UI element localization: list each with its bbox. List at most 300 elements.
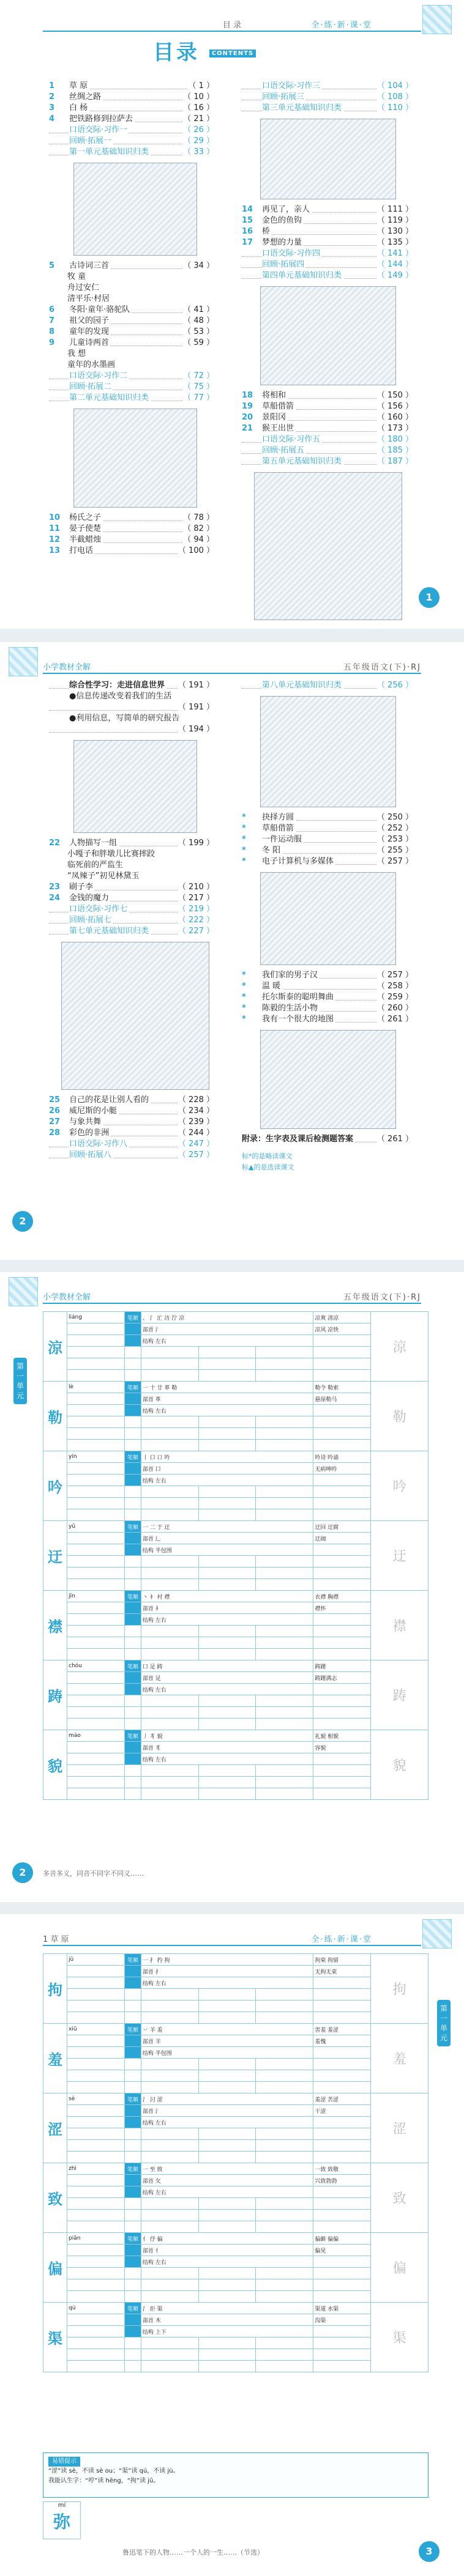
- pinyin-cell: yū: [67, 1521, 125, 1533]
- blank-cell: [313, 1544, 371, 1556]
- blank-cell: [313, 2279, 371, 2291]
- blank-cell: [256, 2279, 313, 2291]
- table-row: [43, 1989, 428, 2000]
- toc-entry[interactable]: [49, 338, 214, 349]
- toc-entry-page: （ 78 ）: [183, 513, 214, 522]
- blank-cell: [313, 2047, 371, 2059]
- blank-cell: [124, 2070, 141, 2082]
- blank-cell: [141, 1695, 198, 1707]
- blank-cell: [198, 1556, 256, 1567]
- table-row: [43, 1707, 428, 1719]
- phrase-cell: 襟怀: [313, 1602, 371, 1614]
- radical-cell: 部首 氵: [141, 1323, 313, 1335]
- toc-entry[interactable]: [49, 294, 214, 305]
- toc-entry[interactable]: [49, 838, 214, 849]
- blank-cell: [124, 1695, 141, 1707]
- toc-entry-title: 童年的水墨画: [49, 360, 117, 371]
- blank-cell: [313, 1498, 371, 1509]
- blank-cell: [198, 2349, 256, 2361]
- toc-entry-page: （ 257 ）: [376, 857, 413, 866]
- toc-entry[interactable]: [49, 871, 214, 882]
- toc-entry-number: 24: [49, 893, 69, 904]
- blank-cell: [124, 1649, 141, 1660]
- note-extra: 我能认生字：“哼”读 hēng，“拘”读 jū。: [48, 2478, 160, 2484]
- toc-entry[interactable]: [242, 248, 413, 259]
- header-series-text: 全·练·新·课·堂: [311, 1935, 372, 1944]
- structure-cell: 结构 左右: [141, 1753, 313, 1765]
- blank-cell: [313, 1788, 371, 1800]
- blank-cell: [67, 2326, 125, 2337]
- toc-title-sub: CONTENTS: [209, 50, 256, 57]
- toc-entry-page: （ 194 ）: [178, 725, 214, 734]
- toc-entry-title: 小嘎子和胖墩儿比赛摔跤: [49, 849, 157, 860]
- blank-cell: [67, 2210, 125, 2221]
- blank-cell: [256, 1358, 313, 1370]
- stroke-label: 笔顺: [124, 2024, 141, 2035]
- toc-entry-title: 金色的鱼钩: [262, 215, 304, 226]
- note-box: [43, 2452, 428, 2498]
- blank-cell: [198, 2082, 256, 2093]
- blank-cell: [124, 2198, 141, 2210]
- blank-cell: [313, 1405, 371, 1416]
- toc-entry-title: 古诗词三首: [69, 261, 111, 272]
- toc-entry-page: （ 160 ）: [376, 413, 413, 422]
- toc-entry[interactable]: [49, 316, 214, 327]
- toc-entry[interactable]: [49, 1150, 214, 1161]
- blank-cell: [313, 2140, 371, 2152]
- phrase-cell: 踌躇满志: [313, 1672, 371, 1684]
- toc-entry-title: 第八单元基础知识归类: [262, 680, 343, 691]
- toc-entry-title: 人物描写一组: [69, 838, 119, 849]
- blank-cell: [124, 1788, 141, 1800]
- toc-entry[interactable]: [49, 114, 214, 125]
- blank-cell: [67, 2128, 125, 2140]
- toc-entry-title: 口语交际·习作七: [69, 904, 129, 915]
- toc-entry-title: 温 暖: [262, 981, 282, 992]
- stroke-order-cell: 一 二 于 迂: [141, 1521, 313, 1533]
- word-cell: 拘束 拘留: [313, 1954, 371, 1966]
- toc-entry[interactable]: [49, 849, 214, 860]
- unit-side-tab: 第一单元: [437, 2000, 451, 2046]
- stroke-label: 笔顺: [124, 1660, 141, 1672]
- blank-cell: [313, 1777, 371, 1788]
- toc-entry-page: （ 111 ）: [376, 205, 413, 214]
- blank-cell: [67, 1358, 125, 1370]
- toc-entry[interactable]: [49, 926, 214, 937]
- toc-entry-title: 半截蜡烛: [69, 535, 103, 546]
- toc-entry-title: 陈毅的生活小物: [262, 1003, 320, 1014]
- blank-cell: [313, 1440, 371, 1451]
- table-row: [43, 2314, 428, 2326]
- pinyin-cell: mào: [67, 1730, 125, 1742]
- toc-entry-title: 我 想: [49, 349, 88, 360]
- blank-cell: [67, 2140, 125, 2152]
- character-cell: 吟: [43, 1451, 67, 1521]
- blank-cell: [124, 1567, 141, 1579]
- blank-cell: [67, 1440, 125, 1451]
- blank-cell: [67, 1989, 125, 2000]
- toc-entry-title: 草船借箭: [262, 401, 296, 412]
- toc-entry[interactable]: [49, 136, 214, 147]
- toc-entry[interactable]: [242, 204, 413, 215]
- blank-cell: [124, 2210, 141, 2221]
- toc-entry-title: 景阳冈: [262, 412, 288, 423]
- blank-cell: [256, 2361, 313, 2372]
- blank-cell: [67, 1486, 125, 1498]
- blank-cell: [141, 1649, 198, 1660]
- toc-entry[interactable]: [49, 371, 214, 382]
- table-row: [43, 2035, 428, 2047]
- toc-entry-page: （ 10 ）: [183, 92, 214, 102]
- radical-cell: 部首 木: [141, 2314, 313, 2326]
- toc-entry-page: （ 259 ）: [376, 993, 413, 1002]
- toc-entry[interactable]: [49, 261, 214, 272]
- blank-cell: [67, 2035, 125, 2047]
- cube-logo-icon: [422, 5, 452, 34]
- toc-entry[interactable]: [242, 992, 413, 1003]
- blank-cell: [313, 1486, 371, 1498]
- table-row: [43, 1533, 428, 1544]
- toc-entry[interactable]: [242, 270, 413, 281]
- table-row: [43, 1954, 428, 1966]
- table-row: [43, 1370, 428, 1382]
- structure-cell: 结构 左右: [141, 1684, 313, 1695]
- blank-cell: [67, 1347, 125, 1358]
- toc-entry[interactable]: [242, 92, 413, 103]
- pinyin-cell: jīn: [67, 1591, 125, 1602]
- blank-cell: [198, 2070, 256, 2082]
- toc-entry-title: 草 原: [69, 81, 89, 92]
- table-row: [43, 1405, 428, 1416]
- toc-entry[interactable]: [242, 1014, 413, 1025]
- structure-label: [124, 1544, 141, 1556]
- pinyin-cell: jū: [67, 1954, 125, 1966]
- toc-entry-title: 儿童诗两首: [69, 338, 111, 349]
- unit-side-tab: 第一单元: [13, 1358, 27, 1404]
- blank-cell: [313, 1475, 371, 1486]
- blank-cell: [313, 2198, 371, 2210]
- structure-label: [124, 2117, 141, 2128]
- toc-entry-number: 28: [49, 1128, 69, 1139]
- toc-entry[interactable]: [49, 893, 214, 904]
- toc-entry[interactable]: [49, 1095, 214, 1106]
- blank-cell: [67, 1370, 125, 1382]
- blank-cell: [141, 2210, 198, 2221]
- toc-entry-page: （ 72 ）: [183, 371, 214, 380]
- toc-entry[interactable]: [242, 456, 413, 467]
- radical-label: [124, 1742, 141, 1753]
- structure-cell: 结构 左右: [141, 2256, 313, 2268]
- blank-cell: [124, 1556, 141, 1567]
- toc-entry-title: 电子计算机与多媒体: [262, 856, 335, 867]
- blank-cell: [256, 1777, 313, 1788]
- table-row: [43, 2337, 428, 2349]
- blank-cell: [313, 2012, 371, 2024]
- toc-entry[interactable]: [49, 147, 214, 158]
- header-series-text: 全·练·新·课·堂: [311, 21, 372, 30]
- table-row: [43, 2221, 428, 2233]
- toc-entry[interactable]: [242, 226, 413, 237]
- toc-entry[interactable]: [242, 680, 413, 691]
- blank-cell: [313, 2268, 371, 2279]
- character-cell: 踌: [43, 1660, 67, 1730]
- blank-cell: [67, 2337, 125, 2349]
- toc-entry-page: （ 94 ）: [183, 535, 214, 544]
- character-table: [43, 1311, 428, 1800]
- toc-entry-title: 把铁路修到拉萨去: [69, 114, 135, 125]
- table-row: [43, 2140, 428, 2152]
- illustration-venice: [260, 696, 396, 807]
- blank-cell: [67, 2000, 125, 2012]
- toc-entry[interactable]: [242, 434, 413, 445]
- table-row: [43, 1788, 428, 1800]
- toc-entry-title: 回顾·拓展三: [262, 92, 306, 103]
- toc-entry[interactable]: [49, 724, 214, 735]
- word-cell: 偏僻 偏偏: [313, 2233, 371, 2245]
- blank-cell: [256, 1440, 313, 1451]
- toc-entry-page: （ 26 ）: [183, 125, 214, 135]
- illustration-computer: [73, 740, 197, 833]
- toc-entry[interactable]: [49, 713, 214, 724]
- toc-entry-title: 冬阳·童年·骆驼队: [69, 305, 132, 316]
- radical-cell: 部首 亻: [141, 2245, 313, 2256]
- toc-entry-title: 清平乐·村居: [49, 294, 111, 305]
- radical-label: [124, 1463, 141, 1475]
- last-char-cell: [43, 2501, 81, 2539]
- toc-entry[interactable]: [242, 237, 413, 248]
- stroke-order-cell: 丿 豸 貌: [141, 1730, 313, 1742]
- character-table: [43, 1953, 428, 2372]
- toc-entry[interactable]: [49, 360, 214, 371]
- toc-entry-number: 3: [49, 103, 69, 114]
- toc-entry[interactable]: [49, 513, 214, 524]
- toc-entry[interactable]: [242, 103, 413, 114]
- blank-cell: [198, 2059, 256, 2070]
- toc-entry[interactable]: [49, 272, 214, 283]
- blank-cell: [313, 1707, 371, 1719]
- table-row: [43, 1765, 428, 1777]
- toc-entry[interactable]: [242, 401, 413, 412]
- table-row: [43, 1719, 428, 1730]
- structure-cell: 结构 左右: [141, 2186, 313, 2198]
- trace-cell: 貌: [371, 1730, 428, 1800]
- blank-cell: [141, 1788, 198, 1800]
- blank-cell: [141, 1626, 198, 1637]
- blank-cell: [67, 1405, 125, 1416]
- blank-cell: [256, 1626, 313, 1637]
- stroke-label: 笔顺: [124, 1451, 141, 1463]
- toc-entry[interactable]: [242, 412, 413, 423]
- blank-cell: [313, 1358, 371, 1370]
- toc-entry[interactable]: [242, 834, 413, 845]
- toc-entry-number: 4: [49, 114, 69, 125]
- blank-cell: [313, 1977, 371, 1989]
- toc-entry-number: 14: [242, 204, 262, 215]
- character-cell: 渠: [43, 2303, 67, 2372]
- stroke-order-cell: 亻 伃 偏: [141, 2233, 313, 2245]
- toc-entry-title: 回顾·拓展二: [69, 382, 113, 393]
- toc-entry[interactable]: [49, 860, 214, 871]
- character-cell: 貌: [43, 1730, 67, 1800]
- toc-entry[interactable]: [242, 812, 413, 823]
- blank-cell: [141, 1567, 198, 1579]
- table-row: [43, 2233, 428, 2245]
- toc-entry[interactable]: [49, 283, 214, 294]
- toc-entry-title: 舟过安仁: [49, 283, 101, 294]
- blank-cell: [124, 1498, 141, 1509]
- toc-entry-title: 牧 童: [49, 272, 88, 283]
- toc-entry-page: （ 247 ）: [178, 1139, 214, 1149]
- toc-entry[interactable]: [49, 546, 214, 557]
- toc-entry-number: 11: [49, 524, 69, 535]
- blank-cell: [67, 2291, 125, 2303]
- toc-left-col: [49, 81, 214, 557]
- blank-cell: [256, 1719, 313, 1730]
- toc-entry-page: （ 256 ）: [376, 681, 413, 690]
- toc-entry[interactable]: [49, 1106, 214, 1117]
- blank-cell: [67, 1602, 125, 1614]
- toc-title: 目录 CONTENTS: [153, 35, 256, 65]
- toc-entry-number: 23: [49, 882, 69, 893]
- blank-cell: [198, 1777, 256, 1788]
- blank-cell: [313, 1684, 371, 1695]
- toc-entry[interactable]: [242, 823, 413, 834]
- blank-cell: [67, 1719, 125, 1730]
- toc-entry[interactable]: [49, 1128, 214, 1139]
- blank-cell: [313, 2361, 371, 2372]
- toc-entry[interactable]: [49, 327, 214, 338]
- toc-entry-number: 15: [242, 215, 262, 226]
- table-row: [43, 1521, 428, 1533]
- toc-entry-number: 1: [49, 81, 69, 92]
- toc-entry[interactable]: [242, 970, 413, 981]
- blank-cell: [313, 1347, 371, 1358]
- stroke-order-cell: 氵 汈 涩: [141, 2093, 313, 2105]
- toc-entry[interactable]: [242, 390, 413, 401]
- table-row: [43, 1591, 428, 1602]
- toc-entry-page: （ 210 ）: [178, 883, 214, 892]
- blank-cell: [198, 1788, 256, 1800]
- toc-entry-title: 祖父的园子: [69, 316, 111, 327]
- structure-label: [124, 2326, 141, 2337]
- trace-cell: 拘: [371, 1954, 428, 2024]
- toc-entry[interactable]: [242, 259, 413, 270]
- toc-entry-page: （ 41 ）: [183, 305, 214, 314]
- toc-entry[interactable]: [242, 81, 413, 92]
- blank-cell: [256, 1707, 313, 1719]
- blank-cell: [198, 1440, 256, 1451]
- toc-entry[interactable]: [49, 524, 214, 535]
- blank-cell: [67, 2152, 125, 2163]
- pinyin-cell: yín: [67, 1451, 125, 1463]
- toc-entry[interactable]: [49, 535, 214, 546]
- blank-cell: [141, 2000, 198, 2012]
- blank-cell: [313, 1753, 371, 1765]
- toc-entry[interactable]: [242, 845, 413, 856]
- toc-entry[interactable]: [49, 81, 214, 92]
- blank-cell: [313, 1626, 371, 1637]
- table-row: [43, 2093, 428, 2105]
- toc-entry-page: （ 149 ）: [376, 271, 413, 280]
- toc-entry[interactable]: [242, 1003, 413, 1014]
- toc-entry[interactable]: [49, 1139, 214, 1150]
- radical-label: [124, 2175, 141, 2186]
- toc-right-col: [242, 81, 413, 620]
- toc-entry-number: 6: [49, 305, 69, 316]
- blank-cell: [313, 2059, 371, 2070]
- phrase-cell: 悬崖勒马: [313, 1393, 371, 1405]
- toc-entry[interactable]: [49, 702, 214, 713]
- blank-cell: [313, 1335, 371, 1347]
- toc-entry[interactable]: [49, 691, 214, 702]
- toc-entry[interactable]: [49, 92, 214, 103]
- toc-entry[interactable]: [49, 915, 214, 926]
- toc-entry[interactable]: [242, 215, 413, 226]
- word-cell: 衣襟 胸襟: [313, 1591, 371, 1602]
- blank-cell: [67, 1544, 125, 1556]
- blank-cell: [67, 1672, 125, 1684]
- toc-entry[interactable]: [49, 125, 214, 136]
- character-cell: 拘: [43, 1954, 67, 2024]
- toc-entry[interactable]: [49, 904, 214, 915]
- toc-entry[interactable]: [49, 349, 214, 360]
- toc-entry[interactable]: [49, 882, 214, 893]
- blank-cell: [124, 2152, 141, 2163]
- toc-entry-page: （ 222 ）: [178, 916, 214, 925]
- radical-label: [124, 1323, 141, 1335]
- toc-entry[interactable]: [242, 981, 413, 992]
- character-cell: 襟: [43, 1591, 67, 1660]
- toc-entry-number: 27: [49, 1117, 69, 1128]
- header-book-title: 小学教材全解: [43, 1293, 91, 1302]
- toc-entry-page: （ 228 ）: [178, 1095, 214, 1105]
- table-row: [43, 1440, 428, 1451]
- toc-left-col: [49, 680, 214, 1161]
- table-row: [43, 2256, 428, 2268]
- structure-label: [124, 2186, 141, 2198]
- blank-cell: [67, 1626, 125, 1637]
- blank-cell: [198, 2291, 256, 2303]
- toc-entry[interactable]: [49, 680, 214, 691]
- toc-entry-page: （ 185 ）: [376, 446, 413, 455]
- blank-cell: [124, 2361, 141, 2372]
- table-row: [43, 1556, 428, 1567]
- toc-entry[interactable]: [49, 103, 214, 114]
- radical-label: [124, 1672, 141, 1684]
- blank-cell: [67, 2279, 125, 2291]
- toc-entry[interactable]: [49, 1117, 214, 1128]
- toc-entry-title: 口语交际·习作五: [262, 434, 322, 445]
- blank-cell: [313, 2337, 371, 2349]
- blank-cell: [198, 1486, 256, 1498]
- table-row: [43, 2082, 428, 2093]
- pinyin-cell: qú: [67, 2303, 125, 2314]
- toc-entry[interactable]: [242, 445, 413, 456]
- blank-cell: [141, 1498, 198, 1509]
- blank-cell: [141, 1637, 198, 1649]
- structure-cell: 结构 左右: [141, 1405, 313, 1416]
- page-header: [43, 1289, 421, 1304]
- toc-entry[interactable]: [242, 423, 413, 434]
- toc-entry[interactable]: [49, 305, 214, 316]
- toc-entry[interactable]: [49, 393, 214, 404]
- blank-cell: [124, 1486, 141, 1498]
- toc-entry-page: （ 260 ）: [376, 1004, 413, 1013]
- toc-entry[interactable]: [242, 856, 413, 867]
- toc-entry[interactable]: [49, 382, 214, 393]
- blank-cell: [124, 2059, 141, 2070]
- structure-label: [124, 2047, 141, 2059]
